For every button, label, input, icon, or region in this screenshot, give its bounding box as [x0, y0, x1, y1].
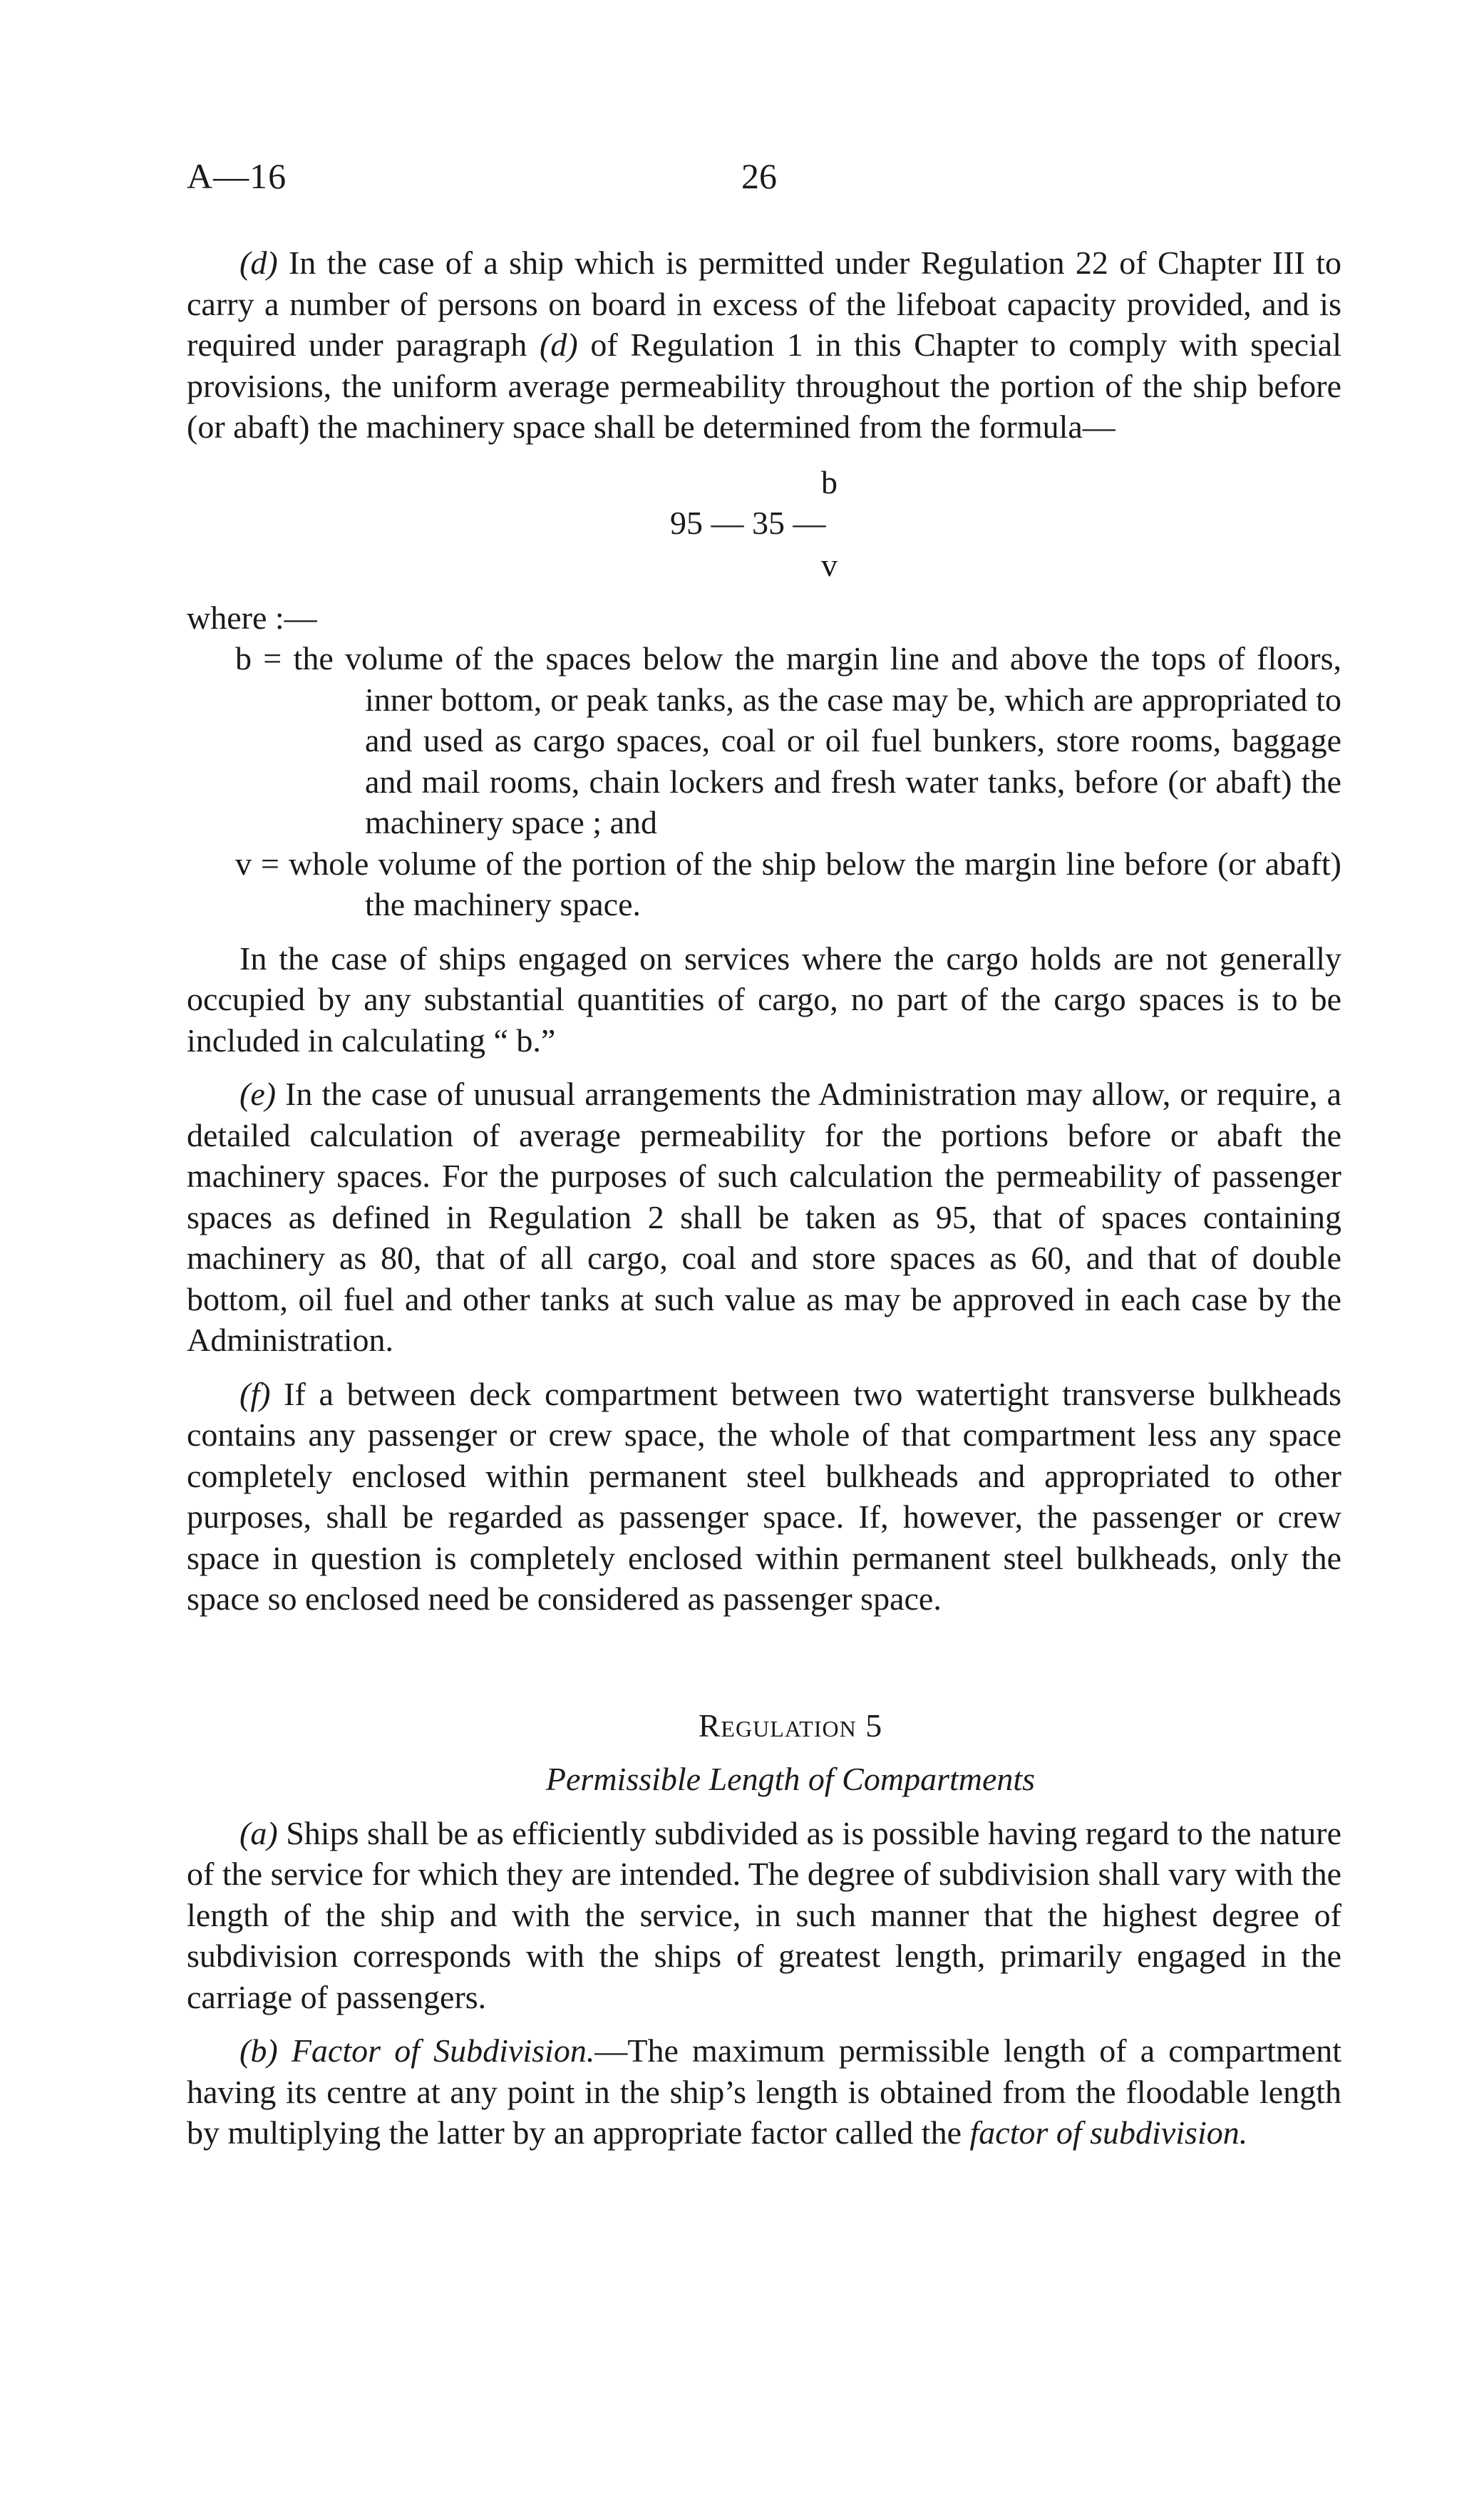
paragraph-d-text-2: of Regulation 1 in this Chapter to comply with special provisions, the uniform average permeability throughout the portion of the ship before (or abaft) the machinery space shall be determined from the formula—: [187, 326, 1341, 445]
document-reference: A—16: [187, 156, 287, 196]
paragraph-5b-heading: Factor of Subdivision.: [277, 2032, 595, 2069]
paragraph-d-label: (d): [239, 245, 278, 281]
page-body: [187, 242, 1341, 2154]
where-label: where :—: [187, 599, 317, 636]
paragraph-f-text: If a between deck compartment between two watertight transverse bulkheads contains any passenger or crew space, the whole of that compartment less any space completely enclosed within permanent steel bulkheads and appropriated to other purposes, shall be regarded as passenger space. If, however, the passenger or crew space in question is completely enclosed within permanent steel bulkheads, only the space so enclosed need be considered as passenger space.: [187, 1375, 1341, 1617]
paragraph-5a-text: Ships shall be as efficiently subdivided as is possible having regard to the nature of the service for which they are intended. The degree of subdivision shall vary with the length of the ship and with the service, in such manner that the highest degree of subdivision corresponds with the ships of greatest length, primarily engaged in the carriage of passengers.: [187, 1814, 1341, 2015]
paragraph-d-text: In the case of a ship which is permitted under Regulation 22 of Chapter III to carry a number of persons on board in excess of the lifeboat capacity provided, and is required under paragraph: [187, 245, 1341, 363]
paragraph-d: [187, 242, 1341, 448]
regulation-subtitle: Permissible Length of Compartments: [545, 1761, 1036, 1797]
page-number: 26: [741, 156, 777, 196]
paragraph-5a-label: (a): [239, 1814, 278, 1851]
formula-numerator: b: [821, 463, 838, 500]
formula-denominator: v: [821, 546, 838, 583]
permeability-formula: [187, 448, 1341, 597]
paragraph-5b-label: (b): [239, 2032, 278, 2069]
definition-v: v = whole volume of the portion of the ship below the margin line before (or abaft) the machinery space.: [235, 845, 1341, 922]
paragraph-cargo-holds: In the case of ships engaged on services where the cargo holds are not generally occupied by any substantial quantities of cargo, no part of the cargo spaces is to be included in calculating “ b.”: [187, 940, 1341, 1059]
paragraph-5a: [187, 1813, 1341, 2018]
formula-expression: 95 — 35 —: [670, 504, 826, 541]
paragraph-e-label: (e): [239, 1076, 277, 1112]
regulation-number: 5: [856, 1707, 883, 1744]
paragraph-5b: [187, 2030, 1341, 2154]
paragraph-5b-term: factor of subdivision.: [969, 2114, 1248, 2151]
regulation-heading: [187, 1705, 1341, 1747]
paragraph-f: [187, 1374, 1341, 1620]
paragraph-5b-text: —The maximum permissible length of a compartment having its centre at any point in the ship’s length is obtained from the floodable length by multiplying the latter by an appropriate factor called the: [187, 2032, 1341, 2151]
paragraph-e-text: In the case of unusual arrangements the Administration may allow, or require, a detailed calculation of average permeability for the portions before or abaft the machinery spaces. For the purposes of such calculation the permeability of passenger spaces as defined in Regulation 2 shall be taken as 95, that of spaces containing machinery as 80, that of all cargo, coal and store spaces as 60, and that of double bottom, oil fuel and other tanks at such value as may be approved in each case by the Administration.: [187, 1076, 1341, 1358]
paragraph-f-label: (f): [239, 1375, 271, 1412]
paragraph-e: [187, 1074, 1341, 1361]
definition-b: b = the volume of the spaces below the margin line and above the tops of floors, inner bottom, or peak tanks, as the case may be, which are appropriated to and used as cargo spaces, coal or oil fuel bunkers, store rooms, baggage and mail rooms, chain lockers and fresh water tanks, before (or abaft) the machinery space ; and: [235, 640, 1341, 840]
regulation-title: Regulation: [698, 1707, 857, 1744]
paragraph-d-ref: (d): [540, 326, 578, 363]
